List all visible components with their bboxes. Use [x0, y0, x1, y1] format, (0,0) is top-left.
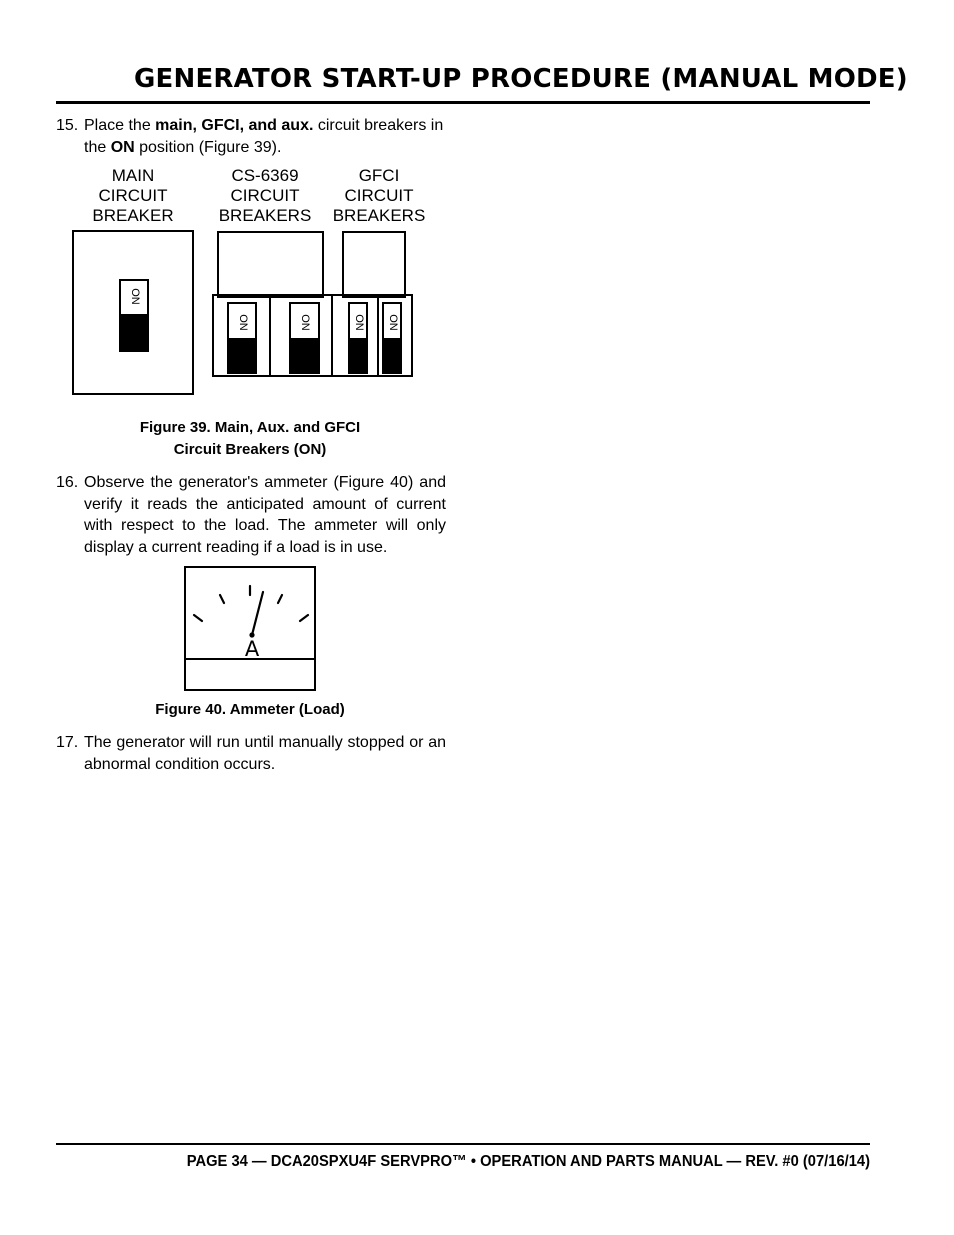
step-15: [56, 115, 446, 158]
step-text-part: Place the: [84, 117, 156, 134]
label-line: MAIN: [111, 166, 155, 185]
label-line: GFCI: [358, 166, 400, 185]
on-marking: [350, 304, 366, 340]
on-label: ON: [352, 313, 365, 331]
panel-divider: [269, 296, 271, 375]
on-marking: [229, 304, 255, 340]
breaker-panel: [212, 294, 413, 377]
step-text: The generator will run until manually stopped or an abnormal condition occurs.: [84, 734, 446, 773]
cs-breaker-switch-2[interactable]: [289, 302, 320, 374]
label-line: CIRCUIT: [98, 186, 168, 205]
ammeter-gauge: [184, 566, 316, 691]
step-text-part: position (Figure 39).: [134, 138, 282, 156]
label-line: BREAKERS: [332, 206, 426, 225]
main-breaker-label: [73, 166, 193, 226]
cs-breaker-switch-1[interactable]: [227, 302, 257, 374]
on-label: ON: [386, 313, 399, 331]
on-label: ON: [236, 313, 249, 331]
ammeter-figure: [184, 566, 316, 691]
page-footer: PAGE 34 — DCA20SPXU4F SERVPRO™ • OPERATION AND PARTS MANUAL — REV. #0 (07/16/14): [186, 1153, 871, 1170]
gfci-breakers-label: [326, 166, 432, 226]
footer-rule: [56, 1143, 870, 1145]
figure-40-caption: Figure 40. Ammeter (Load): [155, 701, 345, 718]
caption-line: Figure 39. Main, Aux. and GFCI: [139, 419, 361, 436]
main-breaker-housing: [72, 230, 194, 395]
switch-lever: [229, 338, 255, 372]
label-line: CIRCUIT: [230, 186, 300, 205]
cs-breaker-housing: [217, 231, 324, 298]
step-text: Observe the generator's ammeter (Figure 40) and verify it reads the anticipated amount of current with respect to the load. The ammeter will only display a current reading if a load is in use.: [84, 474, 446, 556]
step-number: 15.: [56, 117, 79, 134]
step-17: [56, 732, 446, 775]
step-text: [84, 115, 446, 158]
step-number: 17.: [56, 734, 79, 751]
cs-breakers-label: [210, 166, 320, 226]
switch-lever: [384, 338, 400, 372]
page-title: GENERATOR START-UP PROCEDURE (MANUAL MODE): [134, 64, 908, 94]
label-line: CS-6369: [231, 166, 299, 185]
label-line: BREAKER: [92, 206, 174, 225]
label-line: BREAKERS: [218, 206, 312, 225]
step-16: [56, 472, 446, 558]
switch-lever: [350, 338, 366, 372]
on-label: ON: [128, 287, 141, 305]
gfci-breaker-housing: [342, 231, 406, 298]
meter-letter: A: [244, 637, 260, 661]
on-marking: [291, 304, 318, 340]
caption-line: Circuit Breakers (ON): [173, 441, 327, 458]
panel-divider: [331, 296, 333, 375]
on-label: ON: [299, 313, 311, 331]
gfci-breaker-switch-2[interactable]: [382, 302, 402, 374]
figure-39-caption: [56, 417, 444, 461]
panel-divider: [377, 296, 379, 375]
step-number: 16.: [56, 474, 79, 491]
on-marking: [121, 281, 147, 311]
gfci-breaker-switch-1[interactable]: [348, 302, 368, 374]
label-line: CIRCUIT: [344, 186, 414, 205]
main-breaker-switch[interactable]: [119, 279, 149, 352]
step-text-part: circuit breakers in the: [84, 117, 444, 156]
on-marking: [384, 304, 400, 340]
switch-lever: [291, 338, 318, 372]
header-rule: [56, 101, 870, 104]
switch-lever: [121, 314, 147, 350]
step-text-bold: main, GFCI, and aux.: [155, 117, 314, 134]
step-text-bold: ON: [110, 138, 135, 156]
